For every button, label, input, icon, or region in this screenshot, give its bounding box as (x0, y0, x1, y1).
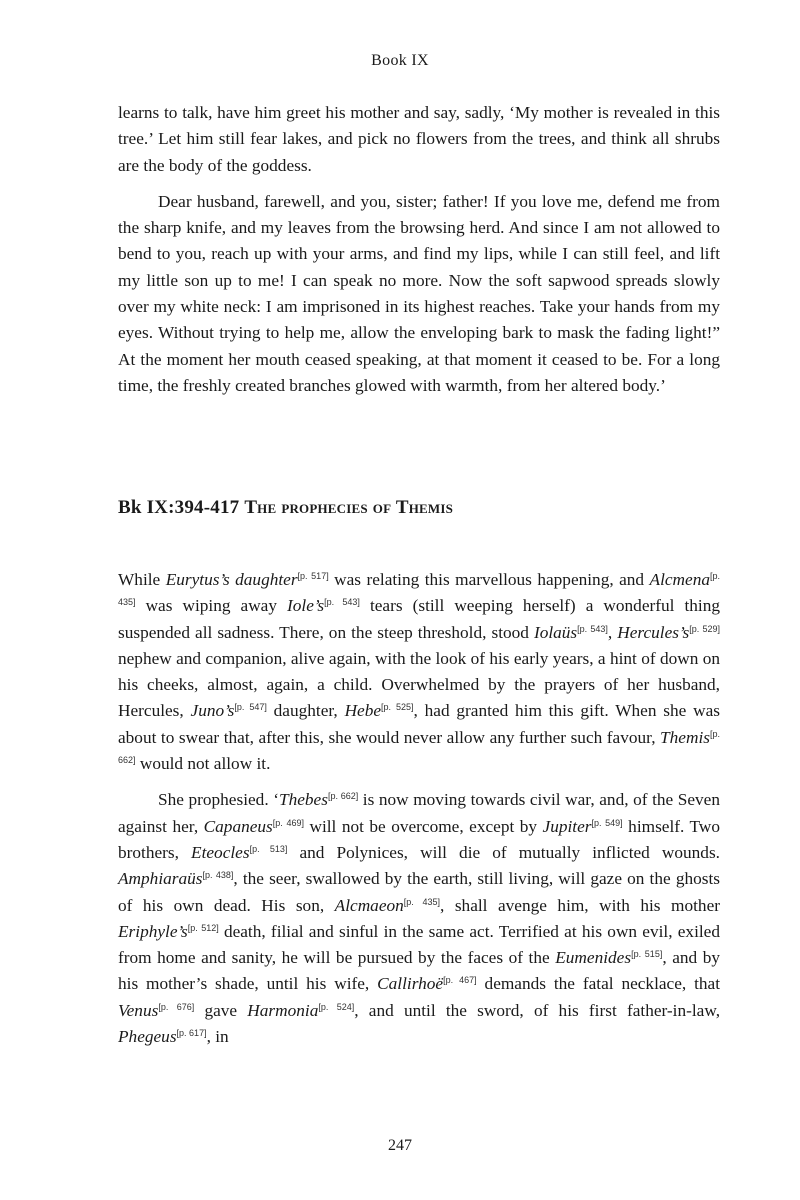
text-run: tears (still weeping herself) a wonderful thing suspended all sadness. There, on the steep threshold, stood (118, 596, 721, 642)
text-run: himself. Two brothers, (118, 816, 720, 862)
italic-name: Hercules’s (617, 622, 690, 642)
page-reference: [p. 549] (591, 817, 623, 828)
italic-name: Phegeus (118, 1027, 177, 1047)
italic-name: Juno’s (190, 701, 235, 721)
page-reference: [p. 524] (318, 1001, 355, 1012)
page-reference: [p. 676] (158, 1001, 195, 1012)
italic-name: Themis (660, 727, 710, 747)
text-run: gave (194, 1000, 248, 1020)
paragraph (118, 787, 720, 1050)
text-run: learns to talk, have him greet his mother and say, sadly, ‘My mother is revealed in this tree.’ Let him still fear lakes, and pick no flowers from the trees, and think all shrubs are the body of the goddess. (118, 103, 720, 175)
text-run: She prophesied. ‘ (158, 790, 279, 810)
section-heading-title: The prophecies of Themis (244, 497, 454, 518)
italic-name: Amphiaraüs (118, 869, 203, 889)
italic-name: Alcmaeon (334, 895, 404, 915)
page-number: 247 (388, 1137, 412, 1154)
page-reference: [p. 525] (381, 702, 414, 713)
page-reference: [p. 435] (403, 896, 440, 907)
page-reference: [p. 529] (689, 623, 720, 634)
italic-name: Iole’s (287, 596, 325, 616)
page-reference: [p. 438] (202, 870, 234, 881)
page-reference: [p. 547] (234, 702, 267, 713)
italic-name: Eriphyle’s (118, 921, 188, 941)
page-reference: [p. 467] (443, 975, 477, 986)
italic-name: Capaneus (203, 816, 273, 836)
text-run: While (118, 570, 166, 589)
italic-name: Callirhoë (377, 974, 444, 994)
text-run: was relating this marvellous happening, and (328, 570, 650, 589)
text-run: will not be overcome, except by (303, 816, 543, 836)
italic-name: Eumenides (555, 948, 632, 968)
text-run: , the seer, swallowed by the earth, still living, will gaze on the ghosts of his own dead. His son, (118, 869, 720, 915)
italic-name: Iolaüs (533, 622, 578, 642)
page-reference: [p. 543] (324, 597, 360, 608)
italic-name: Jupiter (542, 816, 592, 836)
text-run: nephew and companion, alive again, with the look of his early years, a hint of down on his cheeks, almost, again, a child. Overwhelmed by the prayers of her husband, Hercules, (118, 648, 720, 721)
text-run: was wiping away (135, 596, 288, 616)
text-run: , had granted him this gift. When she was about to swear that, after this, she would never allow any further such favour, (118, 701, 720, 747)
paragraph (118, 567, 720, 777)
continued-text (118, 100, 720, 409)
italic-name: Alcmena (649, 570, 710, 589)
section-heading-prefix: Bk IX:394-417 (118, 497, 245, 518)
text-run: and Polynices, will die of mutually inflicted wounds. (287, 842, 720, 862)
page-reference: [p. 515] (631, 949, 663, 960)
page-reference: [p. 512] (187, 922, 219, 933)
running-head: Book IX (371, 52, 429, 69)
italic-name: Hebe (344, 701, 382, 721)
text-run: , and until the sword, of his first father-in-law, (354, 1000, 721, 1020)
section-heading (118, 497, 720, 519)
page-reference: [p. 662] (118, 728, 720, 766)
page-reference: [p. 513] (249, 843, 288, 854)
italic-name: Thebes (278, 790, 328, 810)
paragraph (118, 100, 720, 179)
text-run: daughter, (266, 701, 345, 721)
text-run: Dear husband, farewell, and you, sister; father! If you love me, defend me from the sharp knife, and my leaves from the browsing herd. And since I am not allowed to bend to you, reach up with your arms, and find my lips, while I can still feel, and lift my little son up to me! I can speak no more. Now the soft sapwood spreads slowly over my white neck: I am imprisoned in its highest reaches. Take your hands from my eyes. Without trying to help me, allow the enveloping bark to mask the fading light!” At the moment her mouth ceased speaking, at that moment it ceased to be. For a long time, the freshly created branches glowed with warmth, from her altered body.’ (118, 191, 720, 395)
paragraph (118, 189, 720, 399)
text-run: death, filial and sinful in the same act. Terrified at his own evil, exiled from home and sanity, he will be pursued by the faces of the (118, 921, 720, 968)
page-reference: [p. 617] (176, 1028, 207, 1039)
italic-name: Eteocles (191, 842, 250, 862)
page-reference: [p. 435] (118, 571, 720, 608)
page-reference: [p. 517] (297, 571, 329, 581)
italic-name: Eurytus’s daughter (165, 570, 298, 589)
text-run: , (607, 622, 618, 642)
italic-name: Harmonia (247, 1000, 319, 1020)
text-run: would not allow it. (135, 754, 271, 774)
page-reference: [p. 543] (577, 623, 608, 634)
text-run: , in (206, 1027, 229, 1047)
text-run: is now moving towards civil war, and, of the Seven against her, (118, 790, 720, 836)
text-run: demands the fatal necklace, that (476, 974, 720, 994)
page-reference: [p. 469] (272, 817, 304, 828)
page-reference: [p. 662] (327, 791, 359, 802)
text-run: , shall avenge him, with his mother (440, 895, 720, 915)
text-run: , and by his mother’s shade, until his wife, (118, 948, 720, 994)
section-body (118, 567, 720, 1060)
italic-name: Venus (118, 1000, 159, 1020)
